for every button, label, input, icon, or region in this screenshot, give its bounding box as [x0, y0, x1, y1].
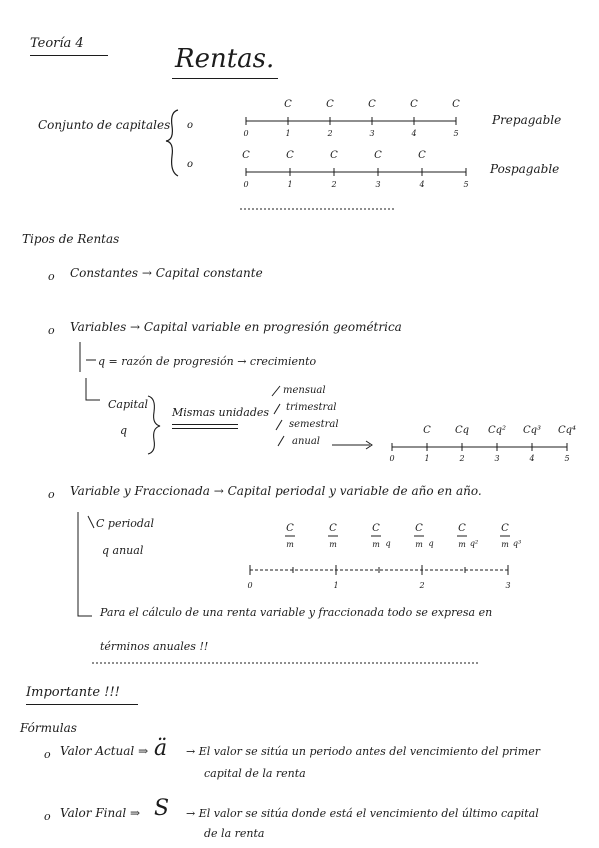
c-periodal: C periodal	[96, 517, 154, 530]
va-text-1: → El valor se sitúa un periodo antes del vencimiento del primer	[186, 745, 541, 758]
geo-capital-label: Cq	[454, 425, 470, 436]
fraccionada-text: Variable y Fraccionada → Capital periodal y variable de año en año.	[70, 484, 482, 498]
pospagable-capital-label: C	[374, 150, 382, 161]
pospagable-tick-label: 3	[375, 180, 381, 189]
period-semestral: semestral	[289, 419, 339, 430]
frac-denominator: m	[372, 540, 380, 549]
va-symbol: ä	[154, 736, 168, 761]
formulas-heading: Fórmulas	[20, 721, 77, 735]
va-label: Valor Actual ⇒	[60, 744, 149, 758]
frac-tick-label: 3	[505, 581, 511, 590]
geo-tick-label: 1	[424, 454, 430, 463]
bullet: o	[44, 810, 51, 823]
pospagable-tick-label: 4	[419, 180, 425, 189]
prepagable-capital-label: C	[326, 99, 334, 110]
frac-denominator: m	[286, 540, 294, 549]
prepagable-label: Prepagable	[492, 113, 562, 127]
pospagable-label: Pospagable	[490, 162, 560, 176]
pospagable-tick-label: 2	[331, 180, 337, 189]
geo-tick-label: 5	[564, 454, 570, 463]
period-anual: anual	[292, 436, 321, 447]
capital-label: Capital	[108, 398, 149, 411]
frac-numerator: C	[501, 523, 509, 534]
fraccionada-bracket	[78, 512, 92, 616]
q-label: q	[120, 424, 128, 437]
frac-denominator: m	[329, 540, 337, 549]
prepagable-tick-label: 5	[453, 129, 459, 138]
lesson-label: Teoría 4	[30, 36, 84, 51]
va-text-2: capital de la renta	[204, 767, 306, 780]
geo-tick-label: 0	[389, 454, 395, 463]
capital-arrow	[86, 378, 100, 400]
bullet: o	[186, 120, 194, 131]
tipos-heading: Tipos de Rentas	[22, 232, 120, 246]
bullet: o	[44, 748, 51, 761]
period-stroke	[278, 436, 284, 446]
pospagable-capital-label: C	[242, 150, 250, 161]
frac-numerator: C	[329, 523, 337, 534]
frac-numerator: C	[415, 523, 423, 534]
mismas-unidades: Mismas unidades	[172, 406, 270, 419]
prepagable-capital-label: C	[410, 99, 418, 110]
bullet: o	[48, 324, 55, 337]
frac-denominator: m	[415, 540, 423, 549]
bullet: o	[186, 159, 194, 170]
capital-brace	[148, 396, 160, 454]
note-line-2: términos anuales !!	[100, 640, 209, 653]
period-trimestral: trimestral	[286, 402, 337, 413]
importante-heading: Importante !!!	[26, 685, 120, 700]
q-note: q = razón de progresión → crecimiento	[98, 355, 317, 368]
prepagable-capital-label: C	[284, 99, 292, 110]
geo-capital-label: Cq⁴	[557, 425, 577, 436]
geo-tick-label: 3	[494, 454, 500, 463]
frac-tick-label: 0	[247, 581, 253, 590]
frac-power: q³	[512, 539, 522, 548]
geo-tick-label: 4	[529, 454, 535, 463]
pospagable-capital-label: C	[330, 150, 338, 161]
conjunto-brace	[166, 110, 178, 176]
q-anual: q anual	[102, 544, 144, 557]
pospagable-tick-label: 1	[287, 180, 293, 189]
bullet: o	[48, 270, 55, 283]
note-line-1: Para el cálculo de una renta variable y fraccionada todo se expresa en	[100, 606, 493, 619]
geo-capital-label: C	[423, 425, 431, 436]
page-title: Rentas.	[175, 44, 275, 74]
frac-denominator: m	[501, 540, 509, 549]
prepagable-tick-label: 1	[285, 129, 291, 138]
pospagable-capital-label: C	[418, 150, 426, 161]
prepagable-tick-label: 0	[243, 129, 249, 138]
period-stroke	[272, 386, 280, 396]
periodal-arrow	[88, 516, 94, 528]
frac-numerator: C	[372, 523, 380, 534]
frac-tick-label: 1	[333, 581, 339, 590]
frac-numerator: C	[458, 523, 466, 534]
variables-text: Variables → Capital variable en progresión geométrica	[70, 320, 402, 334]
constantes-text: Constantes → Capital constante	[70, 266, 263, 280]
prepagable-tick-label: 2	[327, 129, 333, 138]
pospagable-capital-label: C	[286, 150, 294, 161]
vf-text-1: → El valor se sitúa donde está el vencimiento del último capital	[186, 807, 539, 820]
frac-power: q²	[469, 539, 479, 548]
prepagable-tick-label: 4	[411, 129, 417, 138]
frac-denominator: m	[458, 540, 466, 549]
frac-power: q	[385, 539, 391, 548]
period-stroke	[274, 404, 280, 414]
bullet: o	[48, 488, 55, 501]
period-mensual: mensual	[283, 385, 326, 396]
pospagable-tick-label: 5	[463, 180, 469, 189]
prepagable-tick-label: 3	[369, 129, 375, 138]
geo-capital-label: Cq³	[522, 425, 542, 436]
period-stroke	[276, 420, 282, 430]
prepagable-capital-label: C	[368, 99, 376, 110]
pospagable-tick-label: 0	[243, 180, 249, 189]
vf-text-2: de la renta	[204, 827, 265, 840]
conjunto-label: Conjunto de capitales	[38, 118, 171, 132]
vf-symbol: S	[154, 796, 170, 821]
prepagable-capital-label: C	[452, 99, 460, 110]
vf-label: Valor Final ⇒	[60, 806, 141, 820]
frac-power: q	[428, 539, 434, 548]
geo-capital-label: Cq²	[487, 425, 507, 436]
geo-tick-label: 2	[459, 454, 465, 463]
frac-tick-label: 2	[419, 581, 425, 590]
frac-numerator: C	[286, 523, 294, 534]
